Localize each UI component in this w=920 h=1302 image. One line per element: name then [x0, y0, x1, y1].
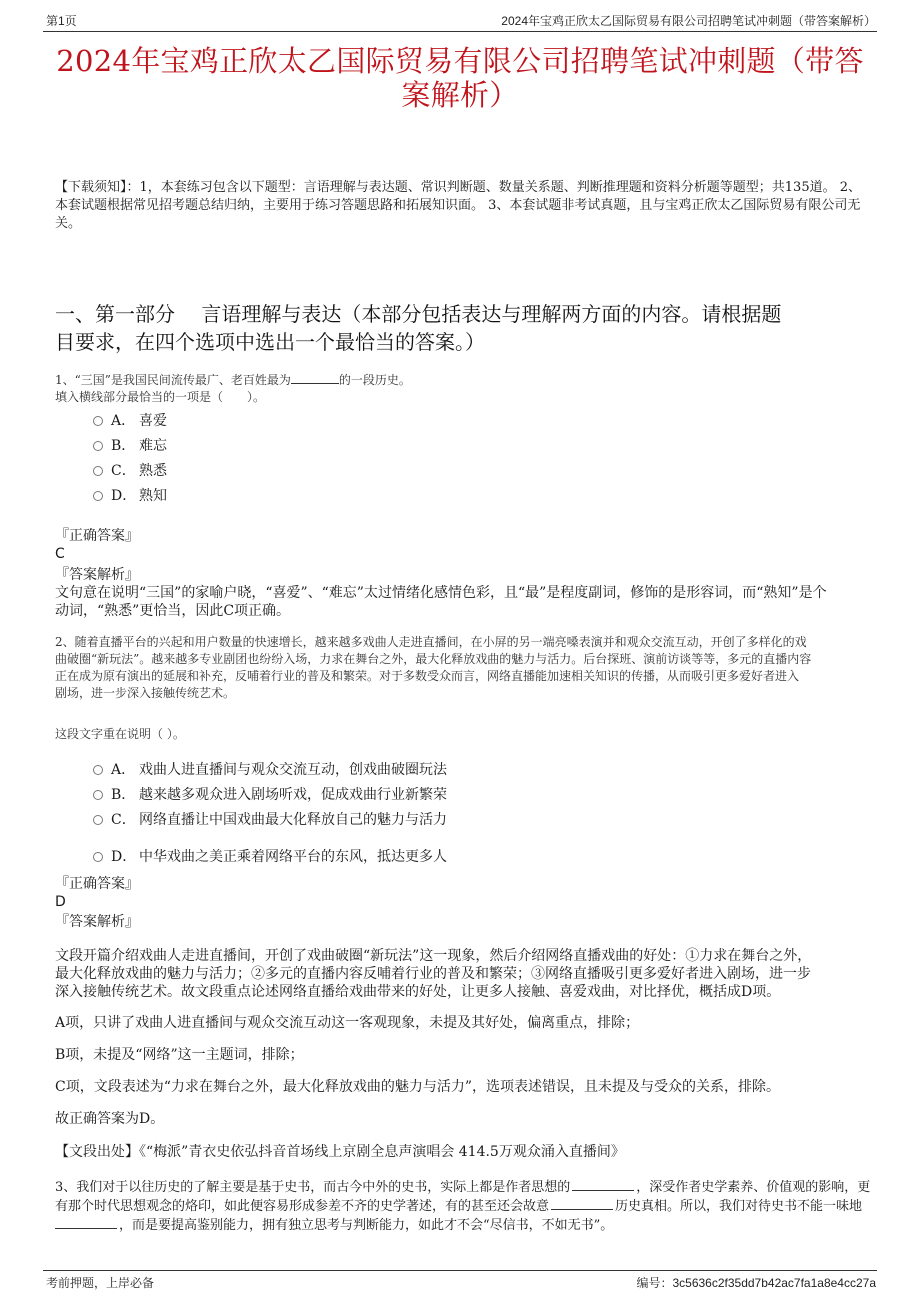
q2-option-c-letter: C． [111, 812, 136, 828]
q3-blank-2 [551, 1197, 613, 1210]
q1-option-a-text: 喜爱 [139, 413, 167, 429]
q3-stem [55, 1178, 875, 1235]
q2-option-c-note: C项，文段表述为“力求在舞台之外，最大化释放戏曲的魅力与活力”，选项表述错误，且未提及与受众的关系，排除。 [55, 1079, 781, 1095]
q1-option-c-letter: C． [111, 463, 136, 479]
q2-stem-line-2: 曲破圈“新玩法”。越来越多专业剧团也纷纷入场，力求在舞台之外，最大化释放戏曲的魅力与活力。后台探班、演前访谈等等，多元的直播内容 [55, 652, 812, 666]
q1-option-c[interactable] [93, 462, 167, 480]
running-title: 2024年宝鸡正欣太乙国际贸易有限公司招聘笔试冲刺题（带答案解析） [501, 14, 876, 28]
q1-option-d[interactable] [93, 487, 167, 505]
q2-analysis [55, 947, 870, 1001]
q1-option-a[interactable] [93, 412, 167, 430]
q1-analysis-line-2: 动词，“熟悉”更恰当，因此C项正确。 [55, 603, 291, 619]
q2-conclusion: 故正确答案为D。 [55, 1111, 165, 1127]
radio-icon[interactable] [93, 416, 103, 426]
q1-instruction: 填入横线部分最恰当的一项是（ ）。 [55, 390, 266, 404]
q1-stem-a: 1、“三国”是我国民间流传最广、老百姓最为 [55, 373, 291, 387]
q3-line-3 [55, 1216, 875, 1235]
q2-option-a[interactable] [93, 761, 447, 779]
q1-stem-b: 的一段历史。 [338, 373, 411, 387]
q2-option-b-text: 越来越多观众进入剧场听戏，促成戏曲行业新繁荣 [139, 787, 447, 803]
q3-line-3-b: ，而是要提高鉴别能力，拥有独立思考与判断能力，如此才不会“尽信书，不如无书”。 [119, 1218, 614, 1233]
q2-stem [55, 634, 875, 702]
q1-blank [291, 371, 339, 384]
q2-answer: D [55, 894, 66, 910]
q1-option-b-letter: B． [111, 438, 136, 454]
footer-slogan: 考前押题，上岸必备 [46, 1276, 155, 1290]
q1-stem [55, 371, 411, 388]
radio-icon[interactable] [93, 491, 103, 501]
q1-answer: C [55, 546, 65, 562]
radio-icon[interactable] [93, 815, 103, 825]
q2-option-c[interactable] [93, 811, 447, 829]
radio-icon[interactable] [93, 441, 103, 451]
q2-question: 这段文字重在说明（ ）。 [55, 727, 185, 741]
q3-line-1-b: ，深受作者史学素养、价值观的影响，更 [636, 1180, 871, 1195]
section-heading [55, 300, 865, 356]
footer-serial: 编号：3c5636c2f35dd7b42ac7fa1a8e4cc27a [636, 1276, 876, 1290]
q2-answer-label: 『正确答案』 [55, 876, 139, 892]
q2-analysis-line-2: 最大化释放戏曲的魅力与活力；②多元的直播内容反哺着行业的普及和繁荣；③网络直播吸引更多爱好者进入剧场，进一步 [55, 966, 811, 982]
q2-stem-line-4: 剧场，进一步深入接触传统艺术。 [55, 686, 236, 700]
q2-option-a-text: 戏曲人进直播间与观众交流互动，创戏曲破圈玩法 [139, 762, 447, 778]
q2-stem-line-1: 2、随着直播平台的兴起和用户数量的快速增长，越来越多戏曲人走进直播间，在小屏的另一端亮嗓表演并和观众交流互动，开创了多样化的戏 [55, 635, 807, 649]
title-line-1: 2024年宝鸡正欣太乙国际贸易有限公司招聘笔试冲刺题（带答 [56, 44, 864, 78]
q1-option-c-text: 熟悉 [139, 463, 167, 479]
q2-option-a-letter: A． [111, 762, 136, 778]
q2-option-d-letter: D． [111, 849, 137, 865]
q2-analysis-label: 『答案解析』 [55, 914, 139, 930]
q3-line-2-a: 有那个时代思想观念的烙印，如此便容易形成参差不齐的史学著述，有的甚至还会故意 [55, 1199, 550, 1214]
q2-option-d[interactable] [93, 848, 447, 866]
q2-source: 【文段出处】《“梅派”青衣史依弘抖音首场线上京剧全息声演唱会 414.5万观众涌入直播间》 [55, 1144, 625, 1160]
q1-option-b-text: 难忘 [139, 438, 167, 454]
document-title [40, 44, 880, 112]
q1-answer-label: 『正确答案』 [55, 528, 139, 544]
q3-line-2-b: 历史真相。所以，我们对待史书不能一味地 [615, 1199, 863, 1214]
q1-option-d-letter: D． [111, 488, 137, 504]
q2-option-b-letter: B． [111, 787, 136, 803]
q2-option-b[interactable] [93, 786, 447, 804]
q1-option-d-text: 熟知 [139, 488, 167, 504]
q3-line-2 [55, 1197, 875, 1216]
q2-analysis-line-1: 文段开篇介绍戏曲人走进直播间，开创了戏曲破圈“新玩法”这一现象，然后介绍网络直播戏曲的好处：①力求在舞台之外， [55, 948, 812, 964]
radio-icon[interactable] [93, 790, 103, 800]
q2-option-a-note: A项，只讲了戏曲人进直播间与观众交流互动这一客观现象，未提及其好处，偏离重点，排除； [55, 1015, 640, 1031]
q2-analysis-line-3: 深入接触传统艺术。故文段重点论述网络直播给戏曲带来的好处，让更多人接触、喜爱戏曲，对比择优，概括成D项。 [55, 984, 781, 1000]
header-rule [43, 31, 877, 32]
radio-icon[interactable] [93, 765, 103, 775]
q3-line-1 [55, 1178, 875, 1197]
radio-icon[interactable] [93, 466, 103, 476]
radio-icon[interactable] [93, 852, 103, 862]
q1-analysis-label: 『答案解析』 [55, 567, 139, 583]
q2-stem-line-3: 正在成为原有演出的延展和补充，反哺着行业的普及和繁荣。对于多数受众而言，网络直播能加速相关知识的传播，从而吸引更多爱好者进入 [55, 669, 800, 683]
q3-line-1-a: 3、我们对于以往历史的了解主要是基于史书，而古今中外的史书，实际上都是作者思想的 [55, 1180, 571, 1195]
q2-option-d-text: 中华戏曲之美正乘着网络平台的东风，抵达更多人 [139, 849, 447, 865]
footer-rule [43, 1270, 877, 1271]
q3-blank-3 [55, 1216, 117, 1229]
page-number: 第1页 [46, 14, 77, 28]
section-line-2: 目要求，在四个选项中选出一个最恰当的答案。） [55, 330, 485, 354]
download-notice: 【下载须知】：1，本套练习包含以下题型：言语理解与表达题、常识判断题、数量关系题、判断推理题和资料分析题等题型；共135道。 2、本套试题根据常见招考题总结归纳，主要用于练习答题思路和拓展知识面。 3、本套试题非考试真题，且与宝鸡正欣太乙国际贸易有限公司无关。 [55, 180, 861, 231]
q1-analysis [55, 584, 870, 620]
q2-option-b-note: B项，未提及“网络”这一主题词，排除； [55, 1047, 304, 1063]
section-line-1: 一、第一部分 言语理解与表达（本部分包括表达与理解两方面的内容。请根据题 [55, 302, 782, 326]
q3-blank-1 [572, 1178, 634, 1191]
title-line-2: 案解析） [401, 78, 519, 112]
q1-option-a-letter: A． [111, 413, 136, 429]
q1-analysis-line-1: 文句意在说明“三国”的家喻户晓，“喜爱”、“难忘”太过情绪化感情色彩，且“最”是程度副词，修饰的是形容词，而“熟知”是个 [55, 585, 827, 601]
q1-option-b[interactable] [93, 437, 167, 455]
q2-option-c-text: 网络直播让中国戏曲最大化释放自己的魅力与活力 [139, 812, 447, 828]
